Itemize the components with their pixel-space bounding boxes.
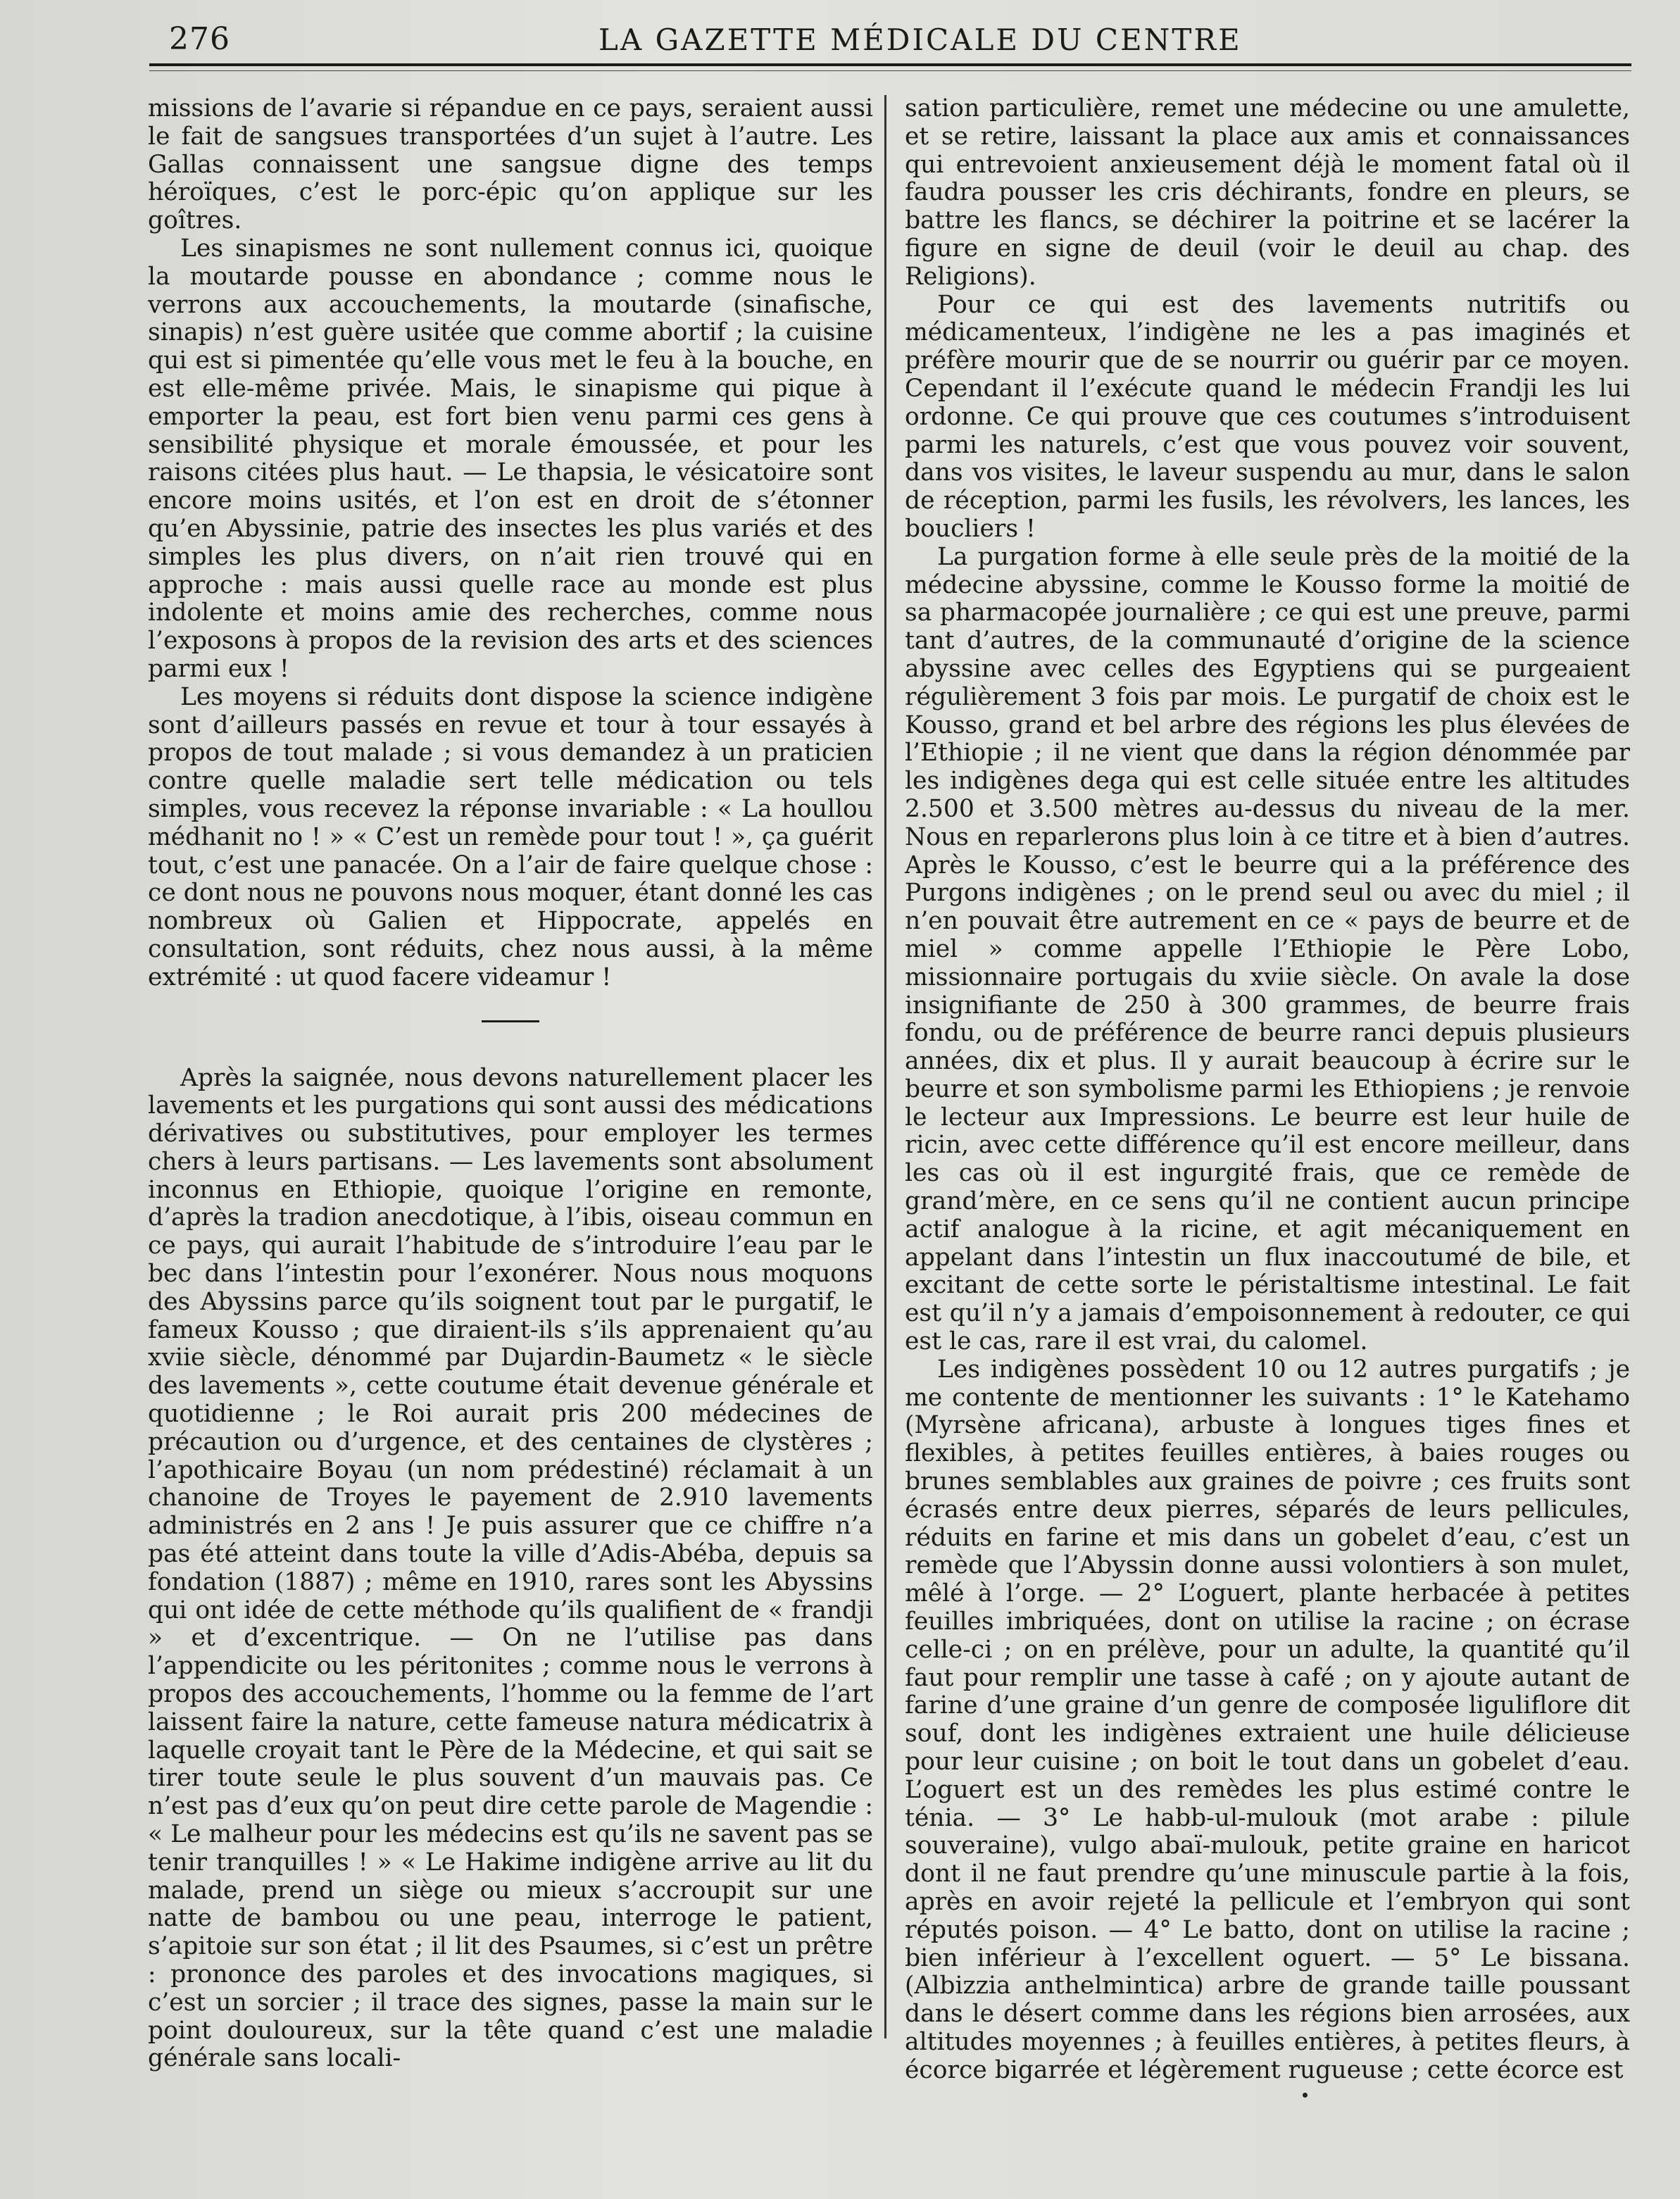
page-header	[148, 15, 1634, 58]
right-paragraph-2: Pour ce qui est des lavements nutritifs ou médicamenteux, l’indigène ne les a pas imaginés et préfère mourir que de se nourrir ou guérir par ce moyen. Cependant il l’exécute quand le médecin Frandji les lui ordonne. Ce qui prouve que ces coutumes s’introduisent parmi les naturels, c’est que vous pouvez voir souvent, dans vos visites, le laveur suspendu au mur, dans le salon de réception, parmi les fusils, les révolvers, les lances, les boucliers !	[905, 290, 1630, 543]
column-divider	[884, 95, 886, 2038]
right-column	[905, 95, 1630, 2085]
header-rule-thin	[149, 70, 1631, 71]
right-paragraph-4: Les indigènes possèdent 10 ou 12 autres purgatifs ; je me contente de mentionner les suivants : 1° le Katehamo (Myrsène africana), arbuste à longues tiges fines et flexibles, à petites feuilles entières, à baies rouges ou brunes semblables aux graines de poivre ; ces fruits sont écrasés entre deux pierres, séparés de leurs pellicules, réduits en farine et mis dans un gobelet d’eau, c’est un remède que l’Abyssin donne aussi volontiers à son mulet, mêlé à l’orge. — 2° L’oguert, plante herbacée à petites feuilles imbriquées, dont on utilise la racine ; on écrase celle-ci ; on en prélève, pour un adulte, la quantité qu’il faut pour remplir une tasse à café ; on y ajoute autant de farine d’une graine d’un genre de composée liguliflore dit souf, dont les indigènes extraient une huile délicieuse pour leur cuisine ; on boit le tout dans un gobelet d’eau. L’oguert est un des remèdes les plus estimé contre le ténia. — 3° Le habb-ul-mulouk (mot arabe : pilule souveraine), vulgo abaï-mulouk, petite graine en haricot dont il ne faut prendre qu’une minuscule partie à la fois, après en avoir rejeté la pellicule et l’embryon qui sont réputés poison. — 4° Le batto, dont on utilise la racine ; bien inférieur à l’excellent oguert. — 5° Le bissana. (Albizzia anthelmintica) arbre de grande taille poussant dans le désert comme dans les régions bien arrosées, aux altitudes moyennes ; à feuilles entières, à petites fleurs, à écorce bigarrée et légèrement rugueuse ; cette écorce est	[905, 1355, 1630, 2084]
left-paragraph-4: Après la saignée, nous devons naturellement placer les lavements et les purgations qui sont aussi des médications dérivatives ou substitutives, pour employer les termes chers à leurs partisans. — Les lavements sont absolument inconnus en Ethiopie, quoique l’origine en remonte, d’après la tradion anecdotique, à l’ibis, oiseau commun en ce pays, qui aurait l’habitude de s’introduire l’eau par le bec dans l’intestin pour l’exonérer. Nous nous moquons des Abyssins parce qu’ils soignent tout par le purgatif, le fameux Kousso ; que diraient-ils s’ils apprenaient qu’au xviie siècle, dénommé par Dujardin-Baumetz « le siècle des lavements », cette coutume était devenue générale et quotidienne ; le Roi aurait pris 200 médecines de précaution ou d’urgence, et des centaines de clystères ; l’apothicaire Boyau (un nom prédestiné) réclamait à un chanoine de Troyes le payement de 2.910 lavements administrés en 2 ans ! Je puis assurer que ce chiffre n’a pas été atteint dans toute la ville d’Adis-Abéba, depuis sa fondation (1887) ; même en 1910, rares sont les Abyssins qui ont idée de cette méthode qu’ils qualifient de « frandji » et d’excentrique. — On ne l’utilise pas dans l’appendicite ou les péritonites ; comme nous le verrons à propos des accouchements, l’homme ou la femme de l’art laissent faire la nature, cette fameuse natura médicatrix à laquelle croyait tant le Père de la Médecine, et qui sait se tirer toute seule le plus souvent d’un mauvais pas. Ce n’est pas d’eux qu’on peut dire cette parole de Magendie : « Le malheur pour les médecins est qu’ils ne savent pas se tenir tranquilles ! » « Le Hakime indigène arrive au lit du malade, prend un siège ou mieux s’accroupit sur une natte de bambou ou une peau, interroge le patient, s’apitoie sur son état ; il lit des Psaumes, si c’est un prêtre : prononce des paroles et des invocations magiques, si c’est un sorcier ; il trace des signes, passe la main sur le point douloureux, sur la tête quand c’est une maladie générale sans locali-	[148, 1063, 873, 2073]
left-column	[148, 95, 873, 2073]
section-separator	[482, 1020, 539, 1022]
header-rule	[149, 63, 1631, 66]
ink-dot	[1303, 2093, 1308, 2098]
left-paragraph-1: missions de l’avarie si répandue en ce pays, seraient aussi le fait de sangsues transportées d’un sujet à l’autre. Les Gallas connaissent une sangsue digne des temps héroïques, c’est le porc-épic qu’on applique sur les goîtres.	[148, 94, 873, 235]
journal-title: LA GAZETTE MÉDICALE DU CENTRE	[598, 23, 1242, 57]
right-paragraph-3: La purgation forme à elle seule près de la moitié de la médecine abyssine, comme le Kousso forme la moitié de sa pharmacopée journalière ; ce qui est une preuve, parmi tant d’autres, de la communauté d’origine de la science abyssine avec celles des Egyptiens qui se purgeaient régulièrement 3 fois par mois. Le purgatif de choix est le Kousso, grand et bel arbre des régions les plus élevées de l’Ethiopie ; il ne vient que dans la région dénommée par les indigènes dega qui est celle située entre les altitudes 2.500 et 3.500 mètres au-dessus du niveau de la mer. Nous en reparlerons plus loin à ce titre et à bien d’autres. Après le Kousso, c’est le beurre qui a la préférence des Purgons indigènes ; on le prend seul ou avec du miel ; il n’en pouvait être autrement en ce « pays de beurre et de miel » comme appelle l’Ethiopie le Père Lobo, missionnaire portugais du xviie siècle. On avale la dose insignifiante de 250 à 300 grammes, de beurre frais fondu, ou de préférence de beurre ranci depuis plusieurs années, dix et plus. Il y aurait beaucoup à écrire sur le beurre et son symbolisme parmi les Ethiopiens ; je renvoie le lecteur aux Impressions. Le beurre est leur huile de ricin, avec cette différence qu’il est encore meilleur, dans les cas où il est ingurgité frais, que ce remède de grand’mère, en ce sens qu’il ne contient aucun principe actif analogue à la ricine, et agit mécaniquement en appelant dans l’intestin un flux inaccoutumé de bile, et excitant de cette sorte le péristaltisme intestinal. Le fait est qu’il n’y a jamais d’empoisonnement à redouter, ce qui est le cas, rare il est vrai, du calomel.	[905, 542, 1630, 1356]
page-number: 276	[169, 21, 230, 57]
left-paragraph-3: Les moyens si réduits dont dispose la science indigène sont d’ailleurs passés en revue et tour à tour essayés à propos de tout malade ; si vous demandez à un praticien contre quelle maladie sert telle médication ou tels simples, vous recevez la réponse invariable : « La houllou médhanit no ! » « C’est un remède pour tout ! », ça guérit tout, c’est une panacée. On a l’air de faire quelque chose : ce dont nous ne pouvons nous moquer, étant donné les cas nombreux où Galien et Hippocrate, appelés en consultation, sont réduits, chez nous aussi, à la même extrémité : ut quod facere videamur !	[148, 682, 873, 991]
right-paragraph-1: sation particulière, remet une médecine ou une amulette, et se retire, laissant la place aux amis et connaissances qui entrevoient anxieusement déjà le moment fatal où il faudra pousser les cris déchirants, fondre en pleurs, se battre les flancs, se déchirer la poitrine et se lacérer la figure en signe de deuil (voir le deuil au chap. des Religions).	[905, 94, 1630, 291]
left-paragraph-2: Les sinapismes ne sont nullement connus ici, quoique la moutarde pousse en abondance ; comme nous le verrons aux accouchements, la moutarde (sinafische, sinapis) n’est guère usitée que comme abortif ; la cuisine qui est si pimentée qu’elle vous met le feu à la bouche, en est elle-même privée. Mais, le sinapisme qui pique à emporter la peau, est fort bien venu parmi ces gens à sensibilité physique et morale émoussée, et pour les raisons citées plus haut. — Le thapsia, le vésicatoire sont encore moins usités, et l’on est en droit de s’étonner qu’en Abyssinie, patrie des insectes les plus variés et des simples les plus divers, on n’ait rien trouvé qui en approche : mais aussi quelle race au monde est plus indolente et moins amie des recherches, comme nous l’exposons à propos de la revision des arts et des sciences parmi eux !	[148, 234, 873, 683]
